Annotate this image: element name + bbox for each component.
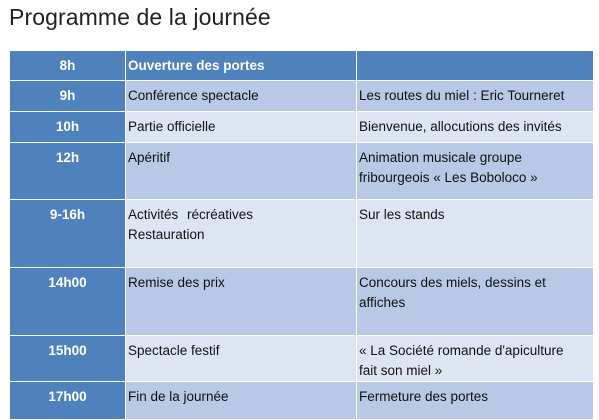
details-line: fait son miel » — [359, 363, 443, 378]
page-title: Programme de la journée — [9, 4, 271, 30]
table-header-row — [10, 51, 594, 81]
details-line: Sur les stands — [359, 207, 445, 222]
activity-line: Spectacle festif — [128, 343, 220, 358]
program-table — [9, 50, 594, 420]
activity-line: Restauration — [128, 227, 205, 242]
activity-cell — [126, 81, 357, 112]
table-row — [10, 81, 594, 112]
details-cell — [357, 112, 594, 143]
activity-cell — [126, 336, 357, 382]
time-cell: 12h — [10, 143, 126, 200]
details-line: « La Société romande d'apiculture — [359, 343, 564, 358]
time-cell: 8h — [10, 51, 126, 81]
details-cell — [357, 200, 594, 268]
details-cell — [357, 143, 594, 200]
time-cell: 14h00 — [10, 268, 126, 336]
table-row — [10, 382, 594, 420]
table-row — [10, 143, 594, 200]
table-row — [10, 112, 594, 143]
time-cell: 15h00 — [10, 336, 126, 382]
activity-line: Apéritif — [128, 150, 171, 165]
time-cell: 10h — [10, 112, 126, 143]
activity-cell — [126, 382, 357, 420]
details-cell — [357, 51, 594, 81]
details-line: Les routes du miel : Eric Tourneret — [359, 88, 565, 103]
activity-cell — [126, 143, 357, 200]
details-cell — [357, 268, 594, 336]
details-cell — [357, 336, 594, 382]
activity-line: Partie officielle — [128, 119, 216, 134]
table-row — [10, 200, 594, 268]
details-cell — [357, 382, 594, 420]
details-line: Animation musicale groupe — [359, 150, 522, 165]
activity-line: Remise des prix — [128, 275, 225, 290]
activity-line: Fin de la journée — [128, 389, 229, 404]
activity-cell — [126, 112, 357, 143]
activity-line: Activités récréatives — [128, 207, 254, 222]
activity-cell — [126, 200, 357, 268]
time-cell: 9-16h — [10, 200, 126, 268]
table-row — [10, 268, 594, 336]
time-cell: 17h00 — [10, 382, 126, 420]
time-cell: 9h — [10, 81, 126, 112]
activity-cell: Ouverture des portes — [126, 51, 357, 81]
activity-cell — [126, 268, 357, 336]
table-row — [10, 336, 594, 382]
activity-line: Conférence spectacle — [128, 88, 259, 103]
details-line: Fermeture des portes — [359, 389, 489, 404]
details-cell — [357, 81, 594, 112]
details-line: affiches — [359, 295, 406, 310]
details-line: Bienvenue, allocutions des invités — [359, 119, 562, 134]
details-line: Concours des miels, dessins et — [359, 275, 546, 290]
details-line: fribourgeois « Les Boboloco » — [359, 170, 538, 185]
